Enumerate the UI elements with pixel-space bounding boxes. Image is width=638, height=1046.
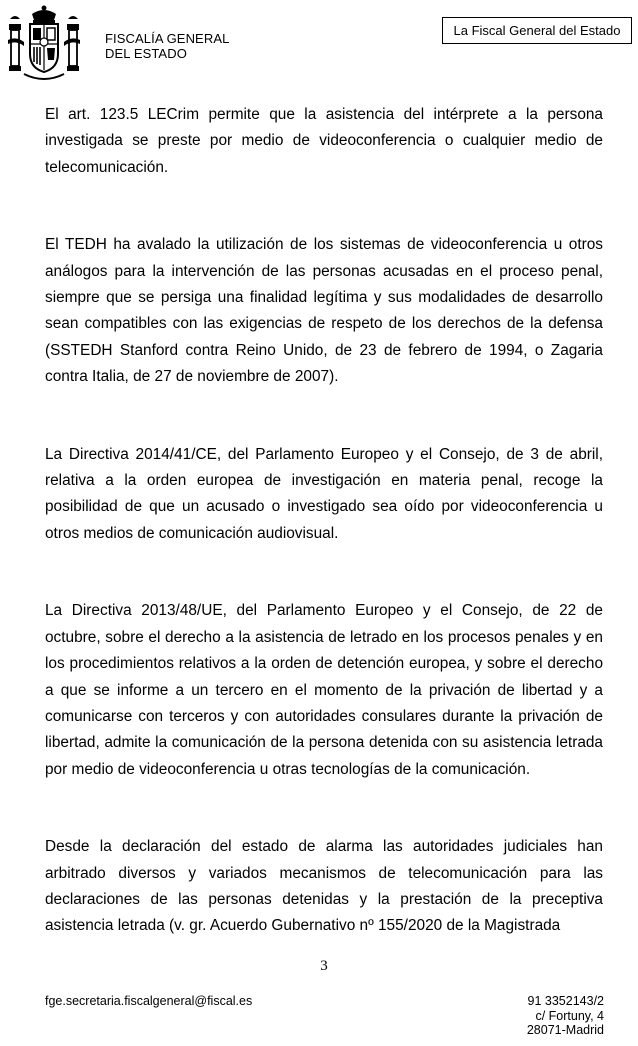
page-number: 3 <box>320 958 328 974</box>
organization-name <box>105 31 229 61</box>
organization-name-line-1: FISCALÍA GENERAL <box>105 31 230 46</box>
footer-address <box>527 994 604 1038</box>
organization-name-line-2: DEL ESTADO <box>105 46 187 61</box>
paragraph: El art. 123.5 LECrim permite que la asistencia del intérprete a la persona investigada se preste por medio de videoconferencia o cualquier medio de telecomunicación. <box>45 106 603 176</box>
footer-phone: 91 3352143/2 <box>527 994 604 1008</box>
document-body <box>45 102 603 940</box>
footer-street: c/ Fortuny, 4 <box>535 1008 604 1023</box>
spain-coat-of-arms-icon <box>6 4 82 84</box>
footer-email: fge.secretaria.fiscalgeneral@fiscal.es <box>45 994 253 1008</box>
document-title-box: La Fiscal General del Estado <box>442 17 632 44</box>
paragraph: El TEDH ha avalado la utilización de los sistemas de videoconferencia u otros análogos para la intervención de las personas acusadas en el proceso penal, siempre que se persiga una finalidad legítima y sus modalidades de desarrollo sean compatibles con las exigencias de respeto de los derechos de la defensa (SSTEDH Stanford contra Reino Unido, de 23 de febrero de 1994, o Zagaria contra Italia, de 27 de noviembre de 2007). <box>45 236 603 386</box>
paragraph: Desde la declaración del estado de alarma las autoridades judiciales han arbitrado diversos y variados mecanismos de telecomunicación para las declaraciones de las personas detenidas y la prestación de la preceptiva asistencia letrada (v. gr. Acuerdo Gubernativo nº 155/2020 de la Magistrada <box>45 838 603 935</box>
paragraph: La Directiva 2014/41/CE, del Parlamento Europeo y el Consejo, de 3 de abril, relativa a la orden europea de investigación en materia penal, recoge la posibilidad de que un acusado o investigado sea oído por videoconferencia u otros medios de comunicación audiovisual. <box>45 445 603 542</box>
footer-city: 28071-Madrid <box>526 1023 604 1037</box>
paragraph: La Directiva 2013/48/UE, del Parlamento Europeo y el Consejo, de 22 de octubre, sobre el derecho a la asistencia de letrado en los procesos penales y en los procedimientos relativos a la orden de detención europea, y sobre el derecho a que se informe a un tercero en el momento de la privación de libertad y a comunicarse con terceros y con autoridades consulares durante la privación de libertad, admite la comunicación de la persona detenida con su asistencia letrada por medio de videoconferencia u otras tecnologías de la comunicación. <box>45 602 603 778</box>
